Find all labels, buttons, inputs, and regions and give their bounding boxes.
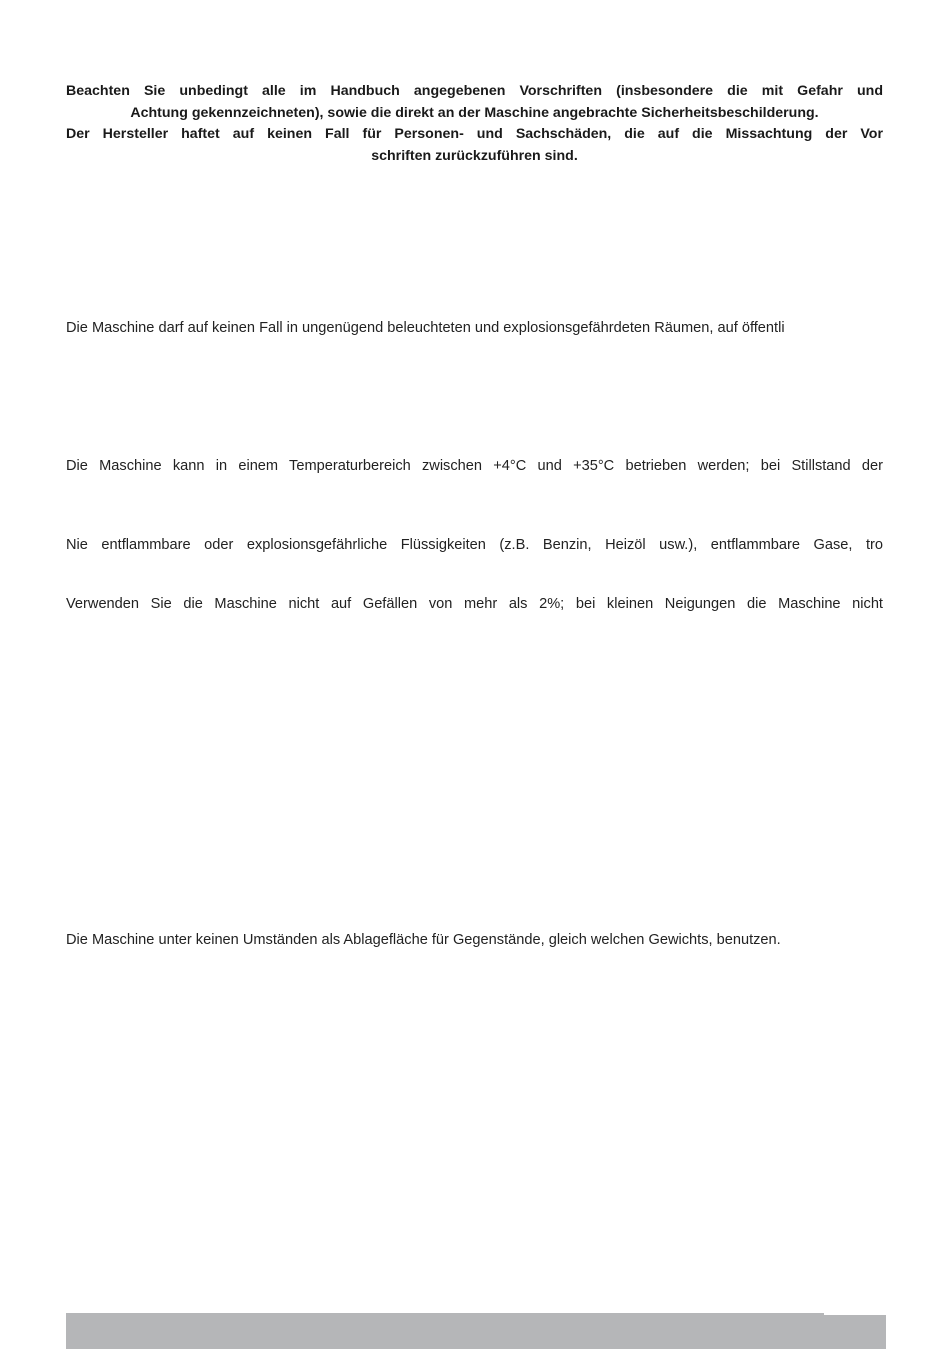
paragraph-no-storage-surface: Die Maschine unter keinen Umständen als Ablagefläche für Gegenstände, gleich welchen Gewichts, benutzen. — [66, 932, 781, 948]
footer-bar — [66, 1313, 886, 1349]
safety-notice-line-4: schriften zurückzuführen sind. — [371, 147, 578, 164]
safety-notice-line-2: Achtung gekennzeichneten), sowie die direkt an der Maschine angebrachte Sicherheitsbeschilderung. — [130, 104, 819, 121]
paragraph-temperature-range: Die Maschine kann in einem Temperaturbereich zwischen +4°C und +35°C betrieben werden; bei Stillstand der — [66, 458, 883, 474]
paragraph-flammable-liquids: Nie entflammbare oder explosionsgefährliche Flüssigkeiten (z.B. Benzin, Heizöl usw.), entflammbare Gase, tro — [66, 537, 883, 553]
safety-notice-line-3: Der Hersteller haftet auf keinen Fall für Personen- und Sachschäden, die auf die Missachtung der Vor — [66, 126, 883, 142]
paragraph-slope-limit: Verwenden Sie die Maschine nicht auf Gefällen von mehr als 2%; bei kleinen Neigungen die Maschine nicht — [66, 596, 883, 612]
footer-bar-notch — [824, 1313, 886, 1315]
paragraph-location-restriction: Die Maschine darf auf keinen Fall in ungenügend beleuchteten und explosionsgefährdeten Räumen, auf öffentli — [66, 320, 785, 336]
safety-notice-line-1: Beachten Sie unbedingt alle im Handbuch angegebenen Vorschriften (insbesondere die mit Gefahr und — [66, 83, 883, 99]
safety-notice — [66, 81, 883, 167]
